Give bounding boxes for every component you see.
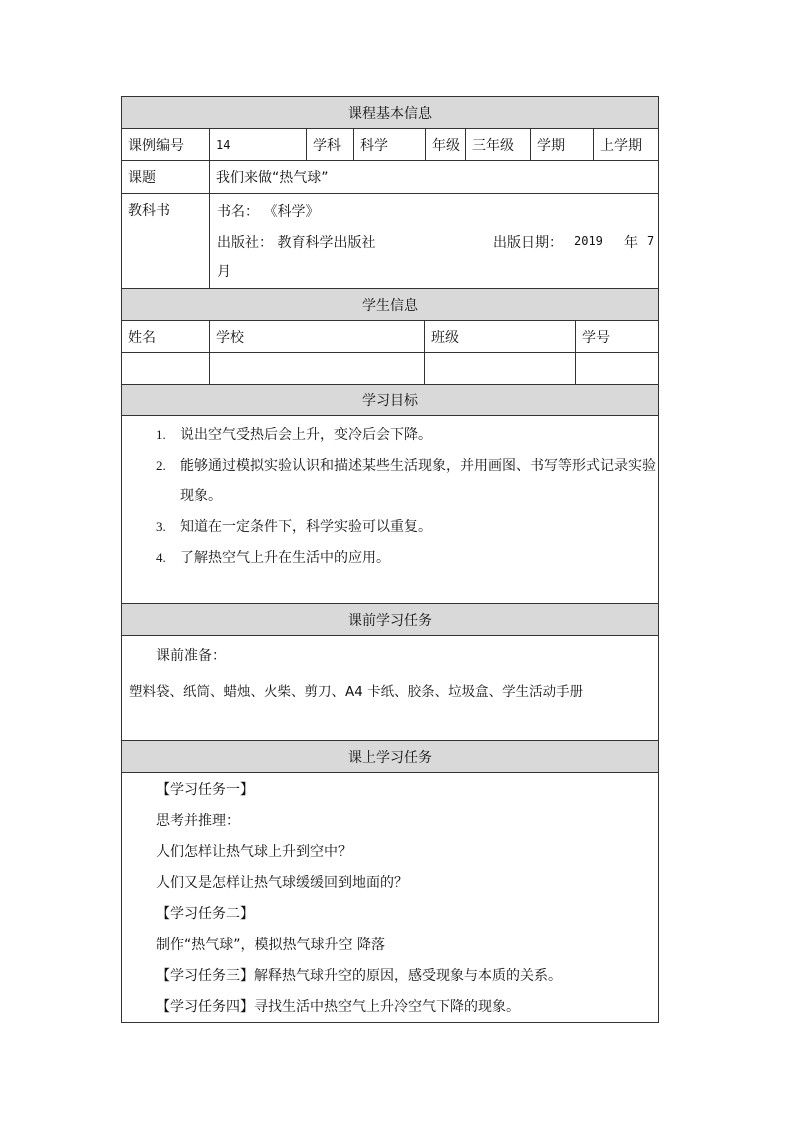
- task-line: 【学习任务四】寻找生活中热空气上升冷空气下降的现象。: [156, 999, 520, 1015]
- goal-item: 2. 能够通过模拟实验认识和描述某些生活现象，并用画图、书写等形式记录实验: [156, 458, 656, 474]
- section-title: 学习目标: [362, 393, 418, 409]
- section-title: 课程基本信息: [348, 105, 432, 122]
- goal-item-continuation: 现象。: [180, 488, 222, 504]
- task-line: 制作“热气球”，模拟热气球升空 降落: [156, 937, 385, 953]
- textbook-row: [122, 194, 658, 289]
- prep-label: 课前准备：: [156, 648, 226, 664]
- student-label-row: [122, 321, 658, 353]
- pub-date-label: 出版日期：: [493, 235, 563, 251]
- class-label: 班级: [425, 321, 576, 352]
- topic-label: 课题: [122, 161, 210, 193]
- task-line: 人们怎样让热气球上升到空中？: [156, 844, 352, 860]
- subject-label: 学科: [307, 129, 354, 160]
- pub-year: 2019: [574, 234, 603, 248]
- pre-class-content: [122, 636, 658, 741]
- course-info-form: [121, 96, 659, 1023]
- task-line: 【学习任务三】解释热气球升空的原因，感受现象与本质的关系。: [156, 968, 562, 984]
- section-title: 学生信息: [362, 297, 418, 314]
- month-unit: 月: [217, 264, 231, 280]
- section-header-in-class-tasks: [122, 741, 658, 773]
- student-id-label: 学号: [582, 329, 610, 346]
- student-value-row: [122, 353, 658, 385]
- section-header-course-info: [122, 97, 658, 129]
- name-label: 姓名: [122, 321, 210, 352]
- course-meta-row: [122, 129, 658, 161]
- student-id-field[interactable]: [576, 353, 658, 384]
- topic-row: [122, 161, 658, 194]
- task-line: 人们又是怎样让热气球缓缓回到地面的？: [156, 875, 408, 891]
- section-header-student-info: [122, 289, 658, 321]
- grade-label: 年级: [426, 129, 466, 160]
- publisher: 出版社： 教育科学出版社: [217, 235, 376, 251]
- book-name: 书名： 《科学》: [217, 204, 320, 220]
- learning-goals-list: [122, 416, 658, 604]
- grade-value: 三年级: [466, 129, 531, 160]
- goal-item: 1. 说出空气受热后会上升，变冷后会下降。: [156, 427, 432, 443]
- section-header-pre-class-tasks: [122, 604, 658, 636]
- class-field[interactable]: [425, 353, 576, 384]
- task-heading: 【学习任务一】: [156, 782, 254, 798]
- name-field[interactable]: [122, 353, 210, 384]
- term-value: 上学期: [600, 137, 642, 154]
- school-label: 学校: [210, 321, 425, 352]
- task-line: 思考并推理：: [156, 813, 240, 829]
- goal-item: 4. 了解热空气上升在生活中的应用。: [156, 550, 390, 566]
- code-value: 14: [210, 129, 307, 160]
- materials-list: 塑料袋、纸筒、蜡烛、火柴、剪刀、A4 卡纸、胶条、垃圾盒、学生活动手册: [129, 684, 584, 700]
- subject-value: 科学: [354, 129, 426, 160]
- in-class-content: [122, 773, 658, 1022]
- term-label: 学期: [531, 129, 594, 160]
- goal-item: 3. 知道在一定条件下，科学实验可以重复。: [156, 519, 432, 535]
- textbook-label: 教科书: [122, 194, 210, 288]
- code-label: 课例编号: [122, 129, 210, 160]
- year-unit: 年: [624, 235, 638, 251]
- topic-value: 我们来做“热气球”: [216, 170, 329, 186]
- task-heading: 【学习任务二】: [156, 906, 254, 922]
- school-field[interactable]: [210, 353, 425, 384]
- section-header-learning-goals: [122, 385, 658, 416]
- pub-month-number: 7: [647, 234, 655, 248]
- section-title: 课上学习任务: [348, 749, 432, 766]
- section-title: 课前学习任务: [348, 612, 432, 629]
